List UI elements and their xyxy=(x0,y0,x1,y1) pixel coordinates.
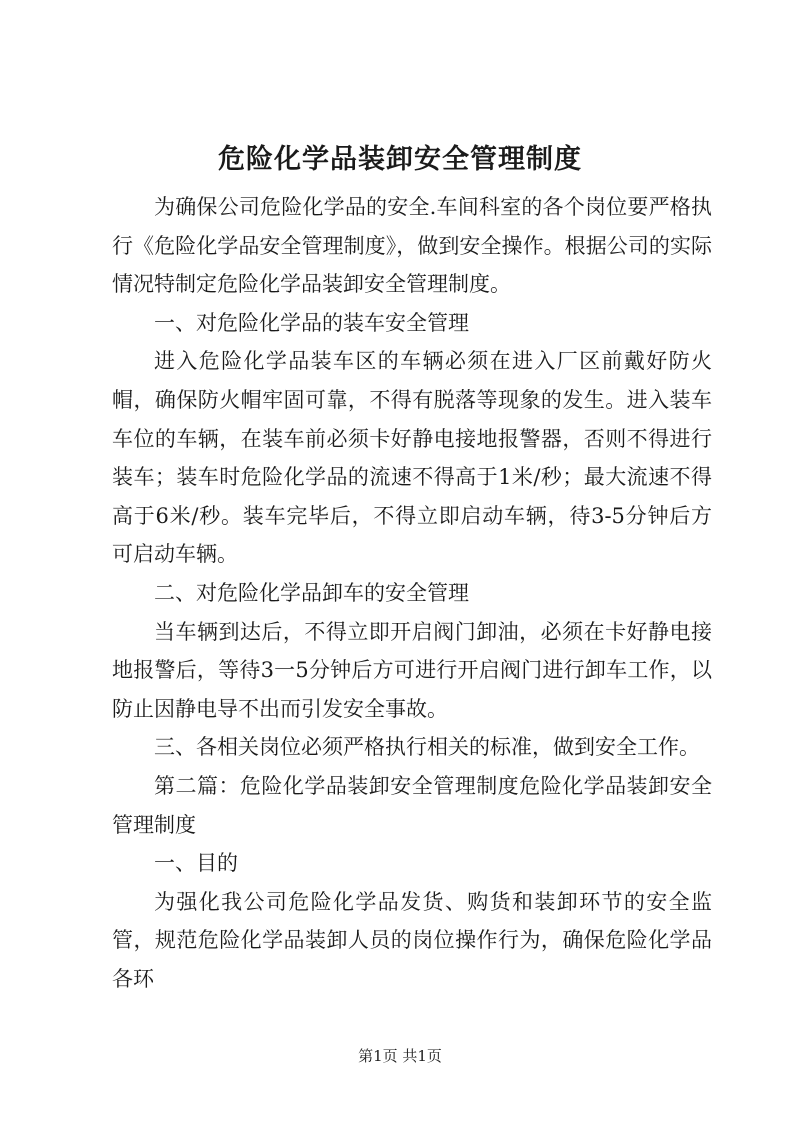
paragraph-purpose: 为强化我公司危险化学品发货、购货和装卸环节的安全监管，规范危险化学品装卸人员的岗位操作行为，确保危险化学品各环 xyxy=(112,889,712,991)
page-footer: 第1页 共1页 xyxy=(358,1047,442,1065)
paragraph-unloading-rules: 当车辆到达后，不得立即开启阀门卸油，必须在卡好静电接地报警后，等待3一5分钟后方可进行开启阀门进行卸车工作，以防止因静电导不出而引发安全事故。 xyxy=(112,619,712,721)
paragraph-loading-rules: 进入危险化学品装车区的车辆必须在进入厂区前戴好防火帽，确保防火帽牢固可靠，不得有脱落等现象的发生。进入装车车位的车辆，在装车前必须卡好静电接地报警器，否则不得进行装车；装车时危险化学品的流速不得高于1米/秒；最大流速不得高于6米/秒。装车完毕后，不得立即启动车辆，待3-5分钟后方可启动车辆。 xyxy=(112,349,712,567)
section-heading-purpose: 一、目的 xyxy=(154,851,238,876)
document-body xyxy=(112,188,712,998)
part-two-heading: 第二篇：危险化学品装卸安全管理制度危险化学品装卸安全管理制度 xyxy=(112,773,712,837)
section-heading-loading: 一、对危险化学品的装车安全管理 xyxy=(154,310,469,335)
section-heading-unloading: 二、对危险化学品卸车的安全管理 xyxy=(154,580,469,605)
paragraph-intro: 为确保公司危险化学品的安全.车间科室的各个岗位要严格执行《危险化学品安全管理制度》，做到安全操作。根据公司的实际情况特制定危险化学品装卸安全管理制度。 xyxy=(112,195,712,297)
section-heading-standards: 三、各相关岗位必须严格执行相关的标准，做到安全工作。 xyxy=(154,735,700,760)
document-title: 危险化学品装卸安全管理制度 xyxy=(218,144,582,175)
